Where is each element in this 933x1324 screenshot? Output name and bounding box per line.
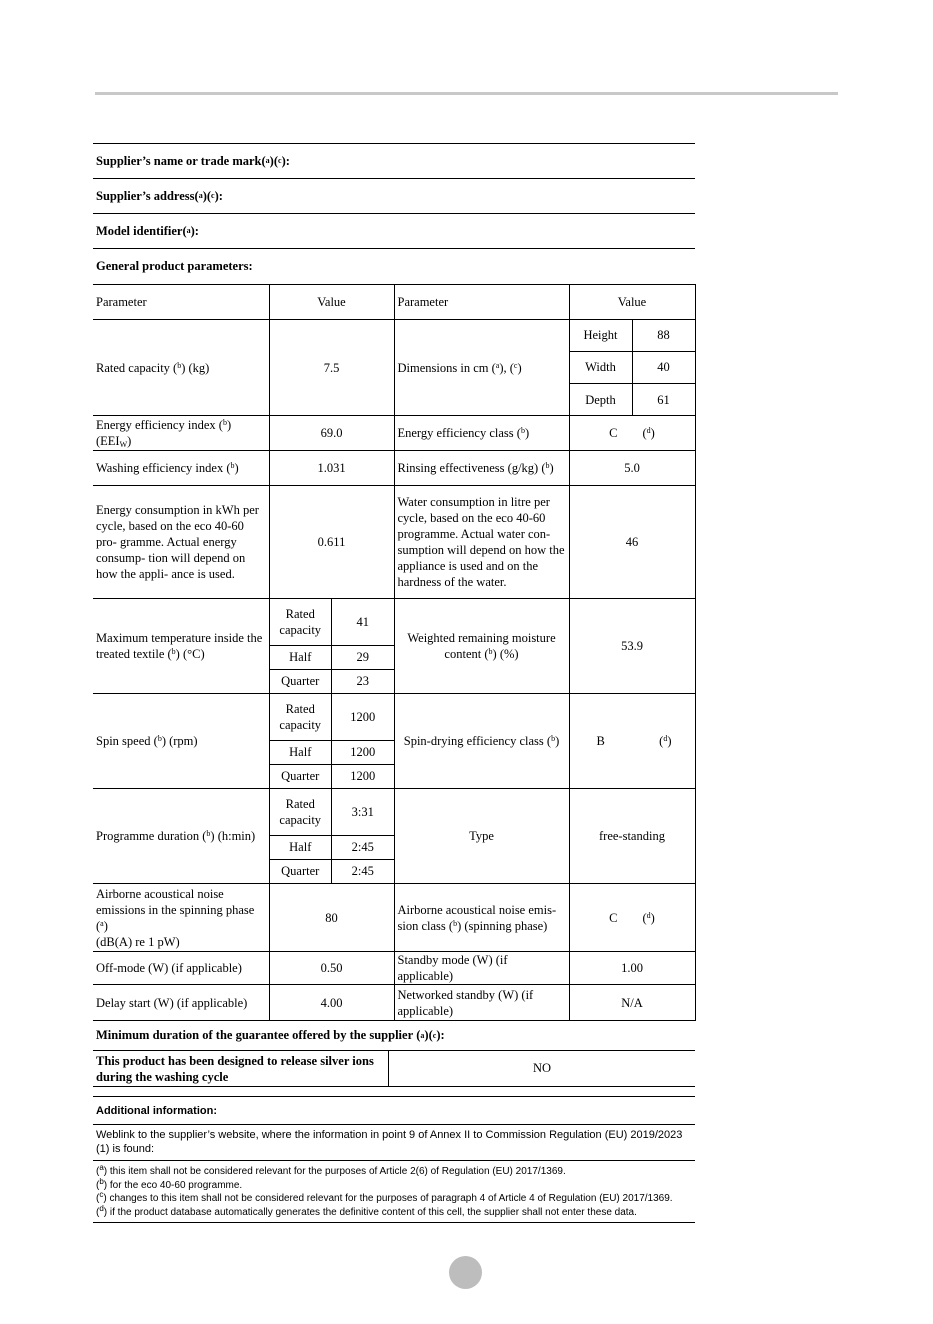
footnotes (93, 1161, 695, 1223)
supplier-name-label: Supplier’s name or trade mark (96, 153, 262, 168)
dimension-value: 88 (632, 320, 695, 351)
load-label: Half (270, 740, 332, 764)
parameters-table (93, 284, 696, 1021)
load-value: 1200 (350, 769, 376, 784)
supplier-address-row: Supplier’s address ( a )( c ): (93, 179, 695, 214)
guarantee-label: Minimum duration of the guarantee offered by the supplier (96, 1028, 414, 1042)
dimensions-values (569, 320, 695, 416)
spin-class-label: Spin-drying efficiency class ($^b$) (394, 694, 569, 789)
dimension-depth-row (570, 384, 695, 415)
table-row (93, 599, 695, 694)
spin-class-value: B ($^d$) (569, 694, 695, 789)
rinsing-label: Rinsing effectiveness (g/kg) ($^b$) (394, 451, 569, 486)
energy-consumption-value: 0.611 (269, 486, 394, 599)
silver-ions-value: NO (532, 1061, 552, 1075)
col-parameter: Parameter (394, 285, 569, 320)
load-value: 2:45 (351, 864, 374, 879)
noise-class-value: C ($^d$) (569, 884, 695, 952)
dimensions-label: Dimensions in cm ($^a$), ($^c$) (394, 320, 569, 416)
type-label: Type (394, 789, 569, 884)
col-parameter: Parameter (93, 285, 269, 320)
delay-value: 4.00 (269, 985, 394, 1021)
table-row (270, 694, 394, 740)
page-number-circle (449, 1256, 482, 1289)
dimension-label: Width (570, 351, 633, 383)
additional-information (93, 1096, 695, 1223)
guarantee-row: Minimum duration of the guarantee offered by the supplier ( a )( c ): (96, 1028, 445, 1042)
load-label: Quarter (270, 764, 332, 788)
silver-ions-label: This product has been designed to release silver ions during the washing cycle (93, 1051, 389, 1086)
dimension-label: Depth (570, 384, 633, 415)
load-value: 2:45 (332, 835, 394, 859)
moisture-value: 53.9 (569, 599, 695, 694)
networked-value: N/A (569, 985, 695, 1021)
load-value: 41 (332, 599, 394, 645)
table-row (270, 645, 394, 669)
eei-label: Energy efficiency index ($^b$) $(EEI_W)$ (93, 416, 269, 451)
washing-index-value: 1.031 (269, 451, 394, 486)
load-value: 1200 (332, 694, 394, 740)
table-row (270, 764, 394, 788)
rated-capacity-label: Rated capacity ($^b$) (kg) (93, 320, 269, 416)
table-row (93, 694, 695, 789)
standby-value: 1.00 (569, 952, 695, 985)
general-params-row (93, 249, 695, 284)
load-value: 3:31 (332, 789, 394, 835)
model-identifier-row: Model identifier ( a ): (93, 214, 695, 249)
load-label: Rated capacity (270, 789, 332, 835)
rinsing-value: 5.0 (569, 451, 695, 486)
load-label: Half (270, 835, 332, 859)
table-row (270, 835, 394, 859)
header-rule (95, 92, 838, 95)
delay-label: Delay start (W) (if applicable) (93, 985, 269, 1021)
table-row (93, 789, 695, 884)
programme-values (269, 789, 394, 884)
noise-label: Airborne acoustical noise emissions in the spinning phase ($^a$) (dB(A) re 1 pW) (93, 884, 269, 952)
table-row (93, 884, 695, 952)
load-label: Quarter (270, 859, 332, 883)
load-value: 29 (332, 645, 394, 669)
product-information-sheet (93, 143, 695, 1223)
table-row (93, 451, 695, 486)
dimension-value: 40 (632, 351, 695, 383)
rated-capacity-value: 7.5 (269, 320, 394, 416)
table-row (270, 789, 394, 835)
load-label: Quarter (270, 669, 332, 693)
col-value: Value (569, 285, 695, 320)
offmode-value: 0.50 (269, 952, 394, 985)
max-temp-values (269, 599, 394, 694)
programme-label: Programme duration ($^b$) (h:min) (93, 789, 269, 884)
table-row (93, 985, 695, 1021)
energy-consumption-label: Energy consumption in kWh per cycle, based on the eco 40-60 pro- gramme. Actual energy consump- tion will depend on how the appli- ance is used. (93, 486, 269, 599)
spin-speed-values (269, 694, 394, 789)
silver-ions-row (93, 1050, 695, 1087)
col-value: Value (269, 285, 394, 320)
dimension-height-row (570, 320, 695, 351)
table-row (270, 669, 394, 693)
footnote-a: ($^a$) this item shall not be considered relevant for the purposes of Article 2(6) of Regulation (EU) 2017/1369. (96, 1163, 566, 1177)
noise-class-label: Airborne acoustical noise emis- sion class ($^b$) (spinning phase) (394, 884, 569, 952)
load-label: Rated capacity (270, 599, 332, 645)
supplier-name-row: Supplier’s name or trade mark ( a )( c ): (93, 144, 695, 179)
moisture-label: Weighted remaining moisture content ($^b$) (%) (394, 599, 569, 694)
table-row (93, 320, 695, 416)
water-consumption-label: Water consumption in litre per cycle, based on the eco 40-60 programme. Actual water con- sumption will depend on how the appliance is used and on the hardness of the water. (394, 486, 569, 599)
table-row (93, 486, 695, 599)
load-label: Half (270, 645, 332, 669)
standby-label: Standby mode (W) (if applicable) (394, 952, 569, 985)
energy-class-label: Energy efficiency class ($^b$) (394, 416, 569, 451)
type-value: free-standing (569, 789, 695, 884)
table-row (93, 416, 695, 451)
general-params-label: General product parameters: (96, 259, 253, 273)
eei-value: 69.0 (269, 416, 394, 451)
load-label: Rated capacity (270, 694, 332, 740)
footnote-c: ($^c$) changes to this item shall not be considered relevant for the purposes of paragraph 4 of Article 4 of Regulation (EU) 2017/1369. (96, 1190, 673, 1204)
dimension-width-row (570, 351, 695, 383)
noise-value: 80 (269, 884, 394, 952)
spin-speed-label: Spin speed ($^b$) (rpm) (93, 694, 269, 789)
weblink-text: Weblink to the supplier’s website, where the information in point 9 of Annex II to Commission Regulation (EU) 2019/2023 (1) is found: (93, 1125, 695, 1161)
table-row (270, 740, 394, 764)
networked-label: Networked standby (W) (if applicable) (394, 985, 569, 1021)
footnote-d: ($^d$) if the product database automatically generates the definitive content of this cell, the supplier shall not enter these data. (96, 1203, 637, 1218)
supplier-address-label: Supplier’s address (96, 188, 195, 203)
load-value: 23 (356, 674, 369, 689)
table-row (93, 952, 695, 985)
energy-class-value: C ($^d$) (569, 416, 695, 451)
water-consumption-value: 46 (569, 486, 695, 599)
table-header-row (93, 285, 695, 320)
load-value: 1200 (332, 740, 394, 764)
footnote-b: ($^b$) for the eco 40-60 programme. (96, 1176, 243, 1191)
max-temp-label: Maximum temperature inside the treated textile ($^b$) (°C) (93, 599, 269, 694)
additional-info-title: Additional information: (93, 1097, 695, 1125)
table-row (270, 599, 394, 645)
model-identifier-label: Model identifier (96, 223, 183, 238)
washing-index-label: Washing efficiency index ($^b$) (93, 451, 269, 486)
dimension-label: Height (570, 320, 633, 351)
offmode-label: Off-mode (W) (if applicable) (93, 952, 269, 985)
table-row (270, 859, 394, 883)
dimension-value: 61 (657, 392, 670, 407)
